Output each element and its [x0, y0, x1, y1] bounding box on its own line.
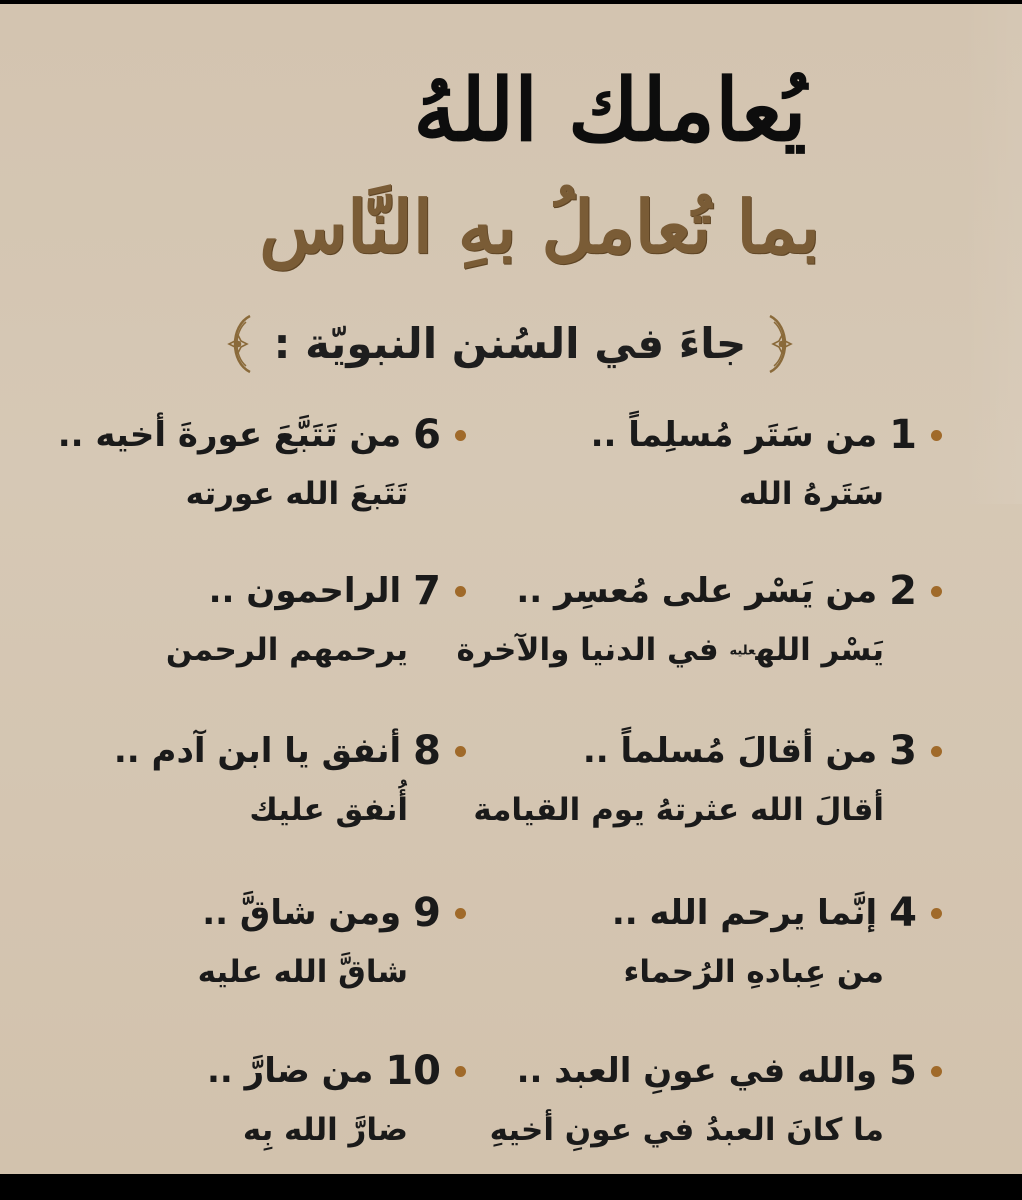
item-number: 3 — [889, 728, 917, 774]
bullet-icon — [455, 430, 466, 441]
item-tail-part2: في الدنيا والآخرة — [456, 632, 719, 668]
item-number: 7 — [413, 568, 441, 614]
bullet-icon — [455, 746, 466, 757]
item-tail: أُنفق عليك — [249, 792, 408, 828]
bullet-icon — [931, 430, 942, 441]
saying-item-1 — [482, 404, 942, 522]
item-tail: ضارَّ الله بِه — [242, 1112, 408, 1148]
item-tail: تَتَبعَ الله عورته — [185, 476, 408, 512]
ornament-left-icon — [220, 312, 270, 376]
item-number: 6 — [413, 412, 441, 458]
item-number: 4 — [889, 890, 917, 936]
bullet-icon — [931, 746, 942, 757]
item-tail — [456, 622, 942, 680]
main-title-line2: بما تُعاملُ بهِ النَّاس — [259, 184, 820, 269]
bullet-icon — [931, 908, 942, 919]
item-head: إنَّما يرحم الله .. — [611, 893, 878, 933]
item-tail: من عِبادهِ الرُحماء — [623, 954, 884, 990]
item-head: من أقالَ مُسلماً .. — [582, 731, 878, 771]
item-head: أنفق يا ابن آدم .. — [113, 731, 402, 771]
item-head: من يَسْر على مُعسِر .. — [516, 571, 878, 611]
subtitle-row — [220, 304, 800, 384]
saying-item-5 — [482, 1040, 942, 1158]
saying-item-4 — [482, 882, 942, 1000]
bullet-icon — [455, 908, 466, 919]
saying-item-6 — [36, 404, 466, 522]
item-head: والله في عونِ العبد .. — [516, 1051, 878, 1091]
saying-item-9 — [36, 882, 466, 1000]
item-number: 5 — [889, 1048, 917, 1094]
saying-item-2 — [456, 560, 942, 680]
item-head: الراحمون .. — [208, 571, 402, 611]
item-number: 10 — [385, 1048, 441, 1094]
main-title-line1: يُعاملك اللهُ — [413, 60, 807, 161]
saying-item-3 — [473, 720, 942, 838]
item-head: من سَتَر مُسلِماً .. — [590, 415, 878, 455]
bullet-icon — [455, 1066, 466, 1077]
item-tail: أقالَ الله عثرتهُ يوم القيامة — [473, 792, 884, 828]
bullet-icon — [931, 586, 942, 597]
bullet-icon — [455, 586, 466, 597]
item-number: 8 — [413, 728, 441, 774]
item-number: 2 — [889, 568, 917, 614]
item-tail-part1: يَسْر الله — [755, 632, 884, 668]
bottom-black-band — [0, 1174, 1022, 1200]
bullet-icon — [931, 1066, 942, 1077]
saying-item-10 — [36, 1040, 466, 1158]
poster-card — [0, 4, 1022, 1174]
item-tail: يرحمهم الرحمن — [165, 632, 408, 668]
saying-item-7 — [36, 560, 466, 678]
item-tail: ما كانَ العبدُ في عونِ أخيهِ — [489, 1112, 884, 1148]
ornament-right-icon — [750, 312, 800, 376]
item-head: من تَتَبَّعَ عورةَ أخيه .. — [57, 415, 402, 455]
item-tail: شاقَّ الله عليه — [197, 954, 408, 990]
item-number: 1 — [889, 412, 917, 458]
item-head: ومن شاقَّ .. — [202, 893, 402, 933]
saying-item-8 — [36, 720, 466, 838]
item-tail-small: عليه — [729, 643, 756, 659]
item-number: 9 — [413, 890, 441, 936]
item-tail: سَتَرهُ الله — [738, 476, 884, 512]
subtitle: جاءَ في السُنن النبويّة : — [273, 319, 747, 368]
item-head: من ضارَّ .. — [206, 1051, 374, 1091]
